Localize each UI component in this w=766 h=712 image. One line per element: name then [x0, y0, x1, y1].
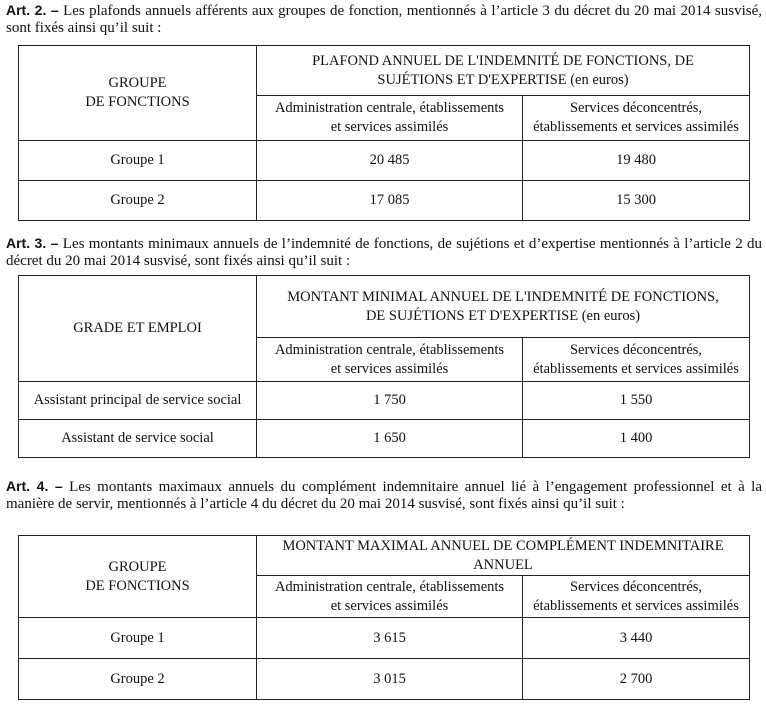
row-label: Groupe 2 [19, 659, 257, 700]
cell-value: 3 015 [257, 659, 523, 700]
row-label: Assistant principal de service social [19, 382, 257, 420]
table-title-header: PLAFOND ANNUEL DE L'INDEMNITÉ DE FONCTIONS, DE SUJÉTIONS ET D'EXPERTISE (en euros) [257, 46, 750, 96]
table-title-header: MONTANT MINIMAL ANNUEL DE L'INDEMNITÉ DE FONCTIONS, DE SUJÉTIONS ET D'EXPERTISE (en euros) [257, 276, 750, 338]
article-4-text: Les montants maximaux annuels du complément indemnitaire annuel lié à l’engagement professionnel et à la manière de servir, mentionnés à l’article 4 du décret du 20 mai 2014 susvisé, sont fixés ainsi qu’il suit : [6, 479, 763, 512]
table-corner-header: GROUPE DE FONCTIONS [19, 46, 257, 141]
column-header-services: Services déconcentrés, établissements et services assimilés [523, 576, 750, 618]
table-row [19, 618, 750, 659]
row-label: Groupe 1 [19, 141, 257, 181]
table-title-header: MONTANT MAXIMAL ANNUEL DE COMPLÉMENT INDEMNITAIRE ANNUEL [257, 536, 750, 576]
column-header-administration: Administration centrale, établissements et services assimilés [257, 96, 523, 141]
table-corner-header: GROUPE DE FONCTIONS [19, 536, 257, 618]
cell-value: 2 700 [523, 659, 750, 700]
cell-value: 3 615 [257, 618, 523, 659]
column-header-administration: Administration centrale, établissements et services assimilés [257, 338, 523, 382]
article-3-table [18, 275, 750, 458]
article-4-table [18, 535, 750, 700]
table-row [19, 181, 750, 221]
column-header-services: Services déconcentrés, établissements et services assimilés [523, 338, 750, 382]
table-row [19, 420, 750, 458]
row-label: Groupe 2 [19, 181, 257, 221]
cell-value: 17 085 [257, 181, 523, 221]
article-3-text: Les montants minimaux annuels de l’indemnité de fonctions, de sujétions et d’expertise mentionnés à l’article 2 du décret du 20 mai 2014 susvisé, sont fixés ainsi qu’il suit : [6, 236, 762, 269]
table-row [19, 382, 750, 420]
article-2-paragraph [6, 2, 762, 37]
cell-value: 3 440 [523, 618, 750, 659]
article-3-paragraph [6, 235, 762, 270]
article-3-label: Art. 3. – [6, 235, 59, 251]
article-2-label: Art. 2. – [6, 2, 59, 18]
column-header-administration: Administration centrale, établissements et services assimilés [257, 576, 523, 618]
article-4-label: Art. 4. – [6, 478, 63, 494]
column-header-services: Services déconcentrés, établissements et services assimilés [523, 96, 750, 141]
cell-value: 15 300 [523, 181, 750, 221]
table-row [19, 659, 750, 700]
article-2-table [18, 45, 750, 221]
article-4-paragraph [6, 478, 762, 513]
table-row [19, 141, 750, 181]
cell-value: 1 400 [523, 420, 750, 458]
cell-value: 20 485 [257, 141, 523, 181]
table-corner-header: GRADE ET EMPLOI [19, 276, 257, 382]
cell-value: 1 650 [257, 420, 523, 458]
article-2-text: Les plafonds annuels afférents aux groupes de fonction, mentionnés à l’article 3 du décret du 20 mai 2014 susvisé, sont fixés ainsi qu’il suit : [6, 3, 762, 36]
cell-value: 1 750 [257, 382, 523, 420]
cell-value: 19 480 [523, 141, 750, 181]
row-label: Groupe 1 [19, 618, 257, 659]
cell-value: 1 550 [523, 382, 750, 420]
row-label: Assistant de service social [19, 420, 257, 458]
